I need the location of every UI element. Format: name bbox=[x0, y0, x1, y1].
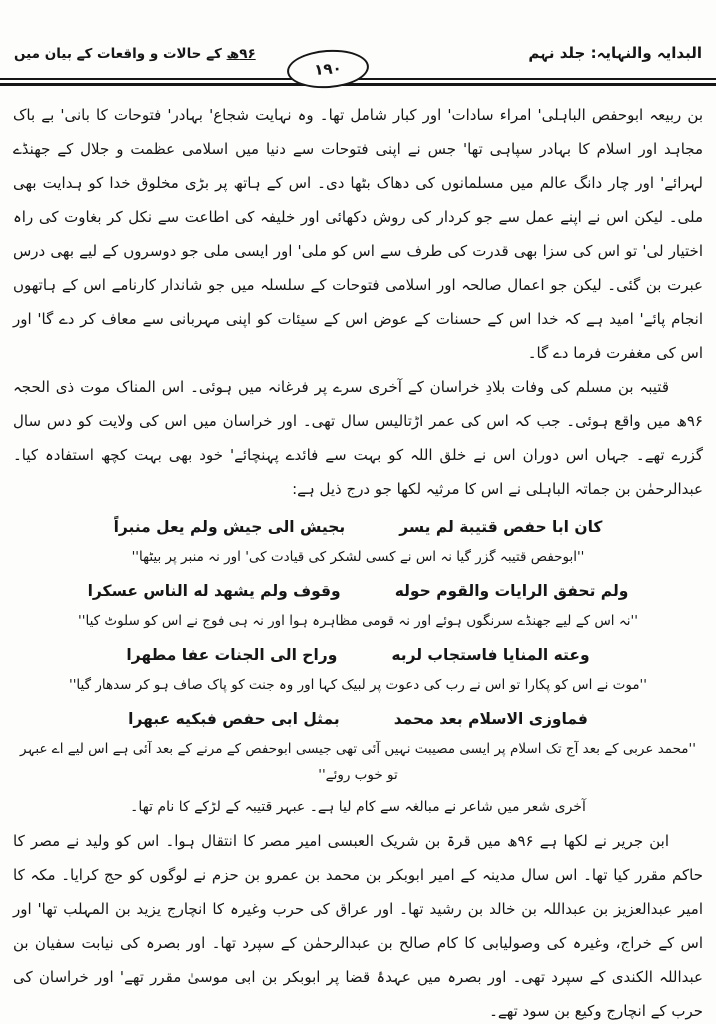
couplet-3-right-hemistich: وعته المنایا فاستجاب لربه bbox=[391, 646, 590, 664]
couplet-1-right-hemistich: کان ابا حفص قتیبة لم یسر bbox=[399, 518, 603, 536]
header-chapter-rest: کے حالات و واقعات کے بیان میں bbox=[14, 46, 227, 62]
page-content bbox=[0, 92, 716, 1024]
header-year: ۹۶ھ bbox=[226, 46, 256, 62]
couplet-4-translation: ''محمد عربی کے بعد آج تک اسلام پر ایسی مصیبت نہیں آئی تھی جیسی ابوحفص کے مرنے کے بعد آئی ہے اس لیے اے عبہر تو خوب روئے'' bbox=[20, 741, 696, 783]
poet-note: آخری شعر میں شاعر نے مبالغہ سے کام لیا ہے۔ عبہر قتیبہ کے لڑکے کا نام تھا۔ bbox=[130, 799, 586, 815]
couplet-2 bbox=[13, 576, 703, 606]
header-chapter-title bbox=[14, 46, 256, 62]
couplet-1-left-hemistich: بجیش الی جیش ولم یعل منبراً bbox=[113, 518, 346, 536]
couplet-3-left-hemistich: وراح الی الجنات عفا مطهرا bbox=[126, 646, 338, 664]
couplet-1 bbox=[13, 512, 703, 542]
paragraph-2: قتیبہ بن مسلم کی وفات بلادِ خراسان کے آخری سرے پر فرغانہ میں ہوئی۔ اس المناک موت ذی الحجہ ۹۶ھ میں واقع ہوئی۔ جب کہ اس کی عمر اڑتالیس سال تھی۔ اور خراسان میں اس کی ولایت کو دس سال گزرے تھے۔ جہاں اس دوران اس نے خلق اللہ کو بہت سے فائدے پہنچائے' خود بھی بہت کچھ استفادہ کیا۔ عبدالرحمٰن بن جماتہ الباہلی نے اس کا مرثیہ لکھا جو درج ذیل ہے: bbox=[13, 378, 703, 498]
couplet-2-left-hemistich: وقوف ولم یشهد له الناس عسکرا bbox=[87, 582, 341, 600]
elegy-poem bbox=[13, 512, 703, 788]
couplet-2-right-hemistich: ولم تحفق الرایات والقوم حوله bbox=[394, 582, 629, 600]
paragraph-1: بن ربیعہ ابوحفص الباہلی' امراء سادات' اور کبار شامل تھا۔ وہ نہایت شجاع' بہادر' فتوحات کا بانی' بے باک مجاہد اور اسلام کا بہادر سپاہی تھا' جس نے اپنی فتوحات سے دنیا میں اسلامی عظمت و جلال کے جھنڈے لہرائے' اور چار دانگ عالم میں مسلمانوں کی دھاک بٹھا دی۔ اس کے ہاتھ پر بڑی مخلوق خدا کو ہدایت بھی ملی۔ لیکن اس نے اپنے عمل سے جو کردار کی روش دکھائی اور خلیفہ کی اطاعت سے نکل کر بغاوت کی راہ اختیار لی' تو اس کی سزا بھی قدرت کی طرف سے اس کو ملی' اور ایسی ملی جو دوسروں کے لیے بھی درس عبرت بن گئی۔ لیکن جو اعمال صالحہ اور اسلامی فتوحات کے سلسلہ میں جو شاندار کارنامے اس کے ہاتھوں انجام پائے' امید ہے کہ خدا اس کے حسنات کے عوض اس کے سیئات کو اپنی مہربانی سے معاف کر دے گا' اور اس کی مغفرت فرما دے گا۔ bbox=[13, 106, 703, 362]
couplet-4-right-hemistich: فماوزی الاسلام بعد محمد bbox=[393, 710, 588, 728]
page-number: ۱۹۰ bbox=[313, 59, 343, 79]
header-book-title: البدایہ والنہایہ: جلد نہم bbox=[528, 44, 702, 62]
couplet-3 bbox=[13, 640, 703, 670]
couplet-1-translation: ''ابوحفص قتیبہ گزر گیا نہ اس نے کسی لشکر کی قیادت کی' اور نہ منبر پر بیٹھا'' bbox=[131, 549, 585, 565]
paragraph-3: ابن جریر نے لکھا ہے ۹۶ھ میں قرۃ بن شریک العبسی امیر مصر کا انتقال ہوا۔ اس کو ولید نے مصر کا حاکم مقرر کیا تھا۔ اس سال مدینہ کے امیر ابوبکر بن محمد بن عمرو بن حزم نے لوگوں کو حج کرایا۔ مکہ کا امیر عبدالعزیز بن عبداللہ بن خالد بن رشید تھا۔ اور عراق کی حرب وغیرہ کا انچارج یزید بن المہلب تھا' اور اس کے خراج، وغیرہ کی وصولیابی کا کام صالح بن عبدالرحمٰن کے سپرد تھا۔ اور بصرہ کی نیابت سفیان بن عبداللہ الکندی کے سپرد تھی۔ اور بصرہ میں عہدۂ قضا پر ابوبکر بن ابی موسیٰ مقرر تھے' اور خراسان کی حرب کے انچارج وکیع بن سود تھے۔ bbox=[13, 832, 703, 1020]
couplet-2-translation: ''نہ اس کے لیے جھنڈے سرنگوں ہوئے اور نہ قومی مظاہرہ ہوا اور نہ ہی فوج نے اس کو سلوٹ کیا'' bbox=[78, 613, 638, 629]
couplet-4-left-hemistich: بمثل ابی حفص فبکیه عبهرا bbox=[128, 710, 340, 728]
couplet-3-translation: ''موت نے اس کو پکارا تو اس نے رب کی دعوت پر لبیک کہا اور وہ جنت کو پاک صاف ہو کر سدھار گیا'' bbox=[69, 677, 647, 693]
page-header bbox=[0, 0, 716, 92]
couplet-4 bbox=[13, 704, 703, 734]
